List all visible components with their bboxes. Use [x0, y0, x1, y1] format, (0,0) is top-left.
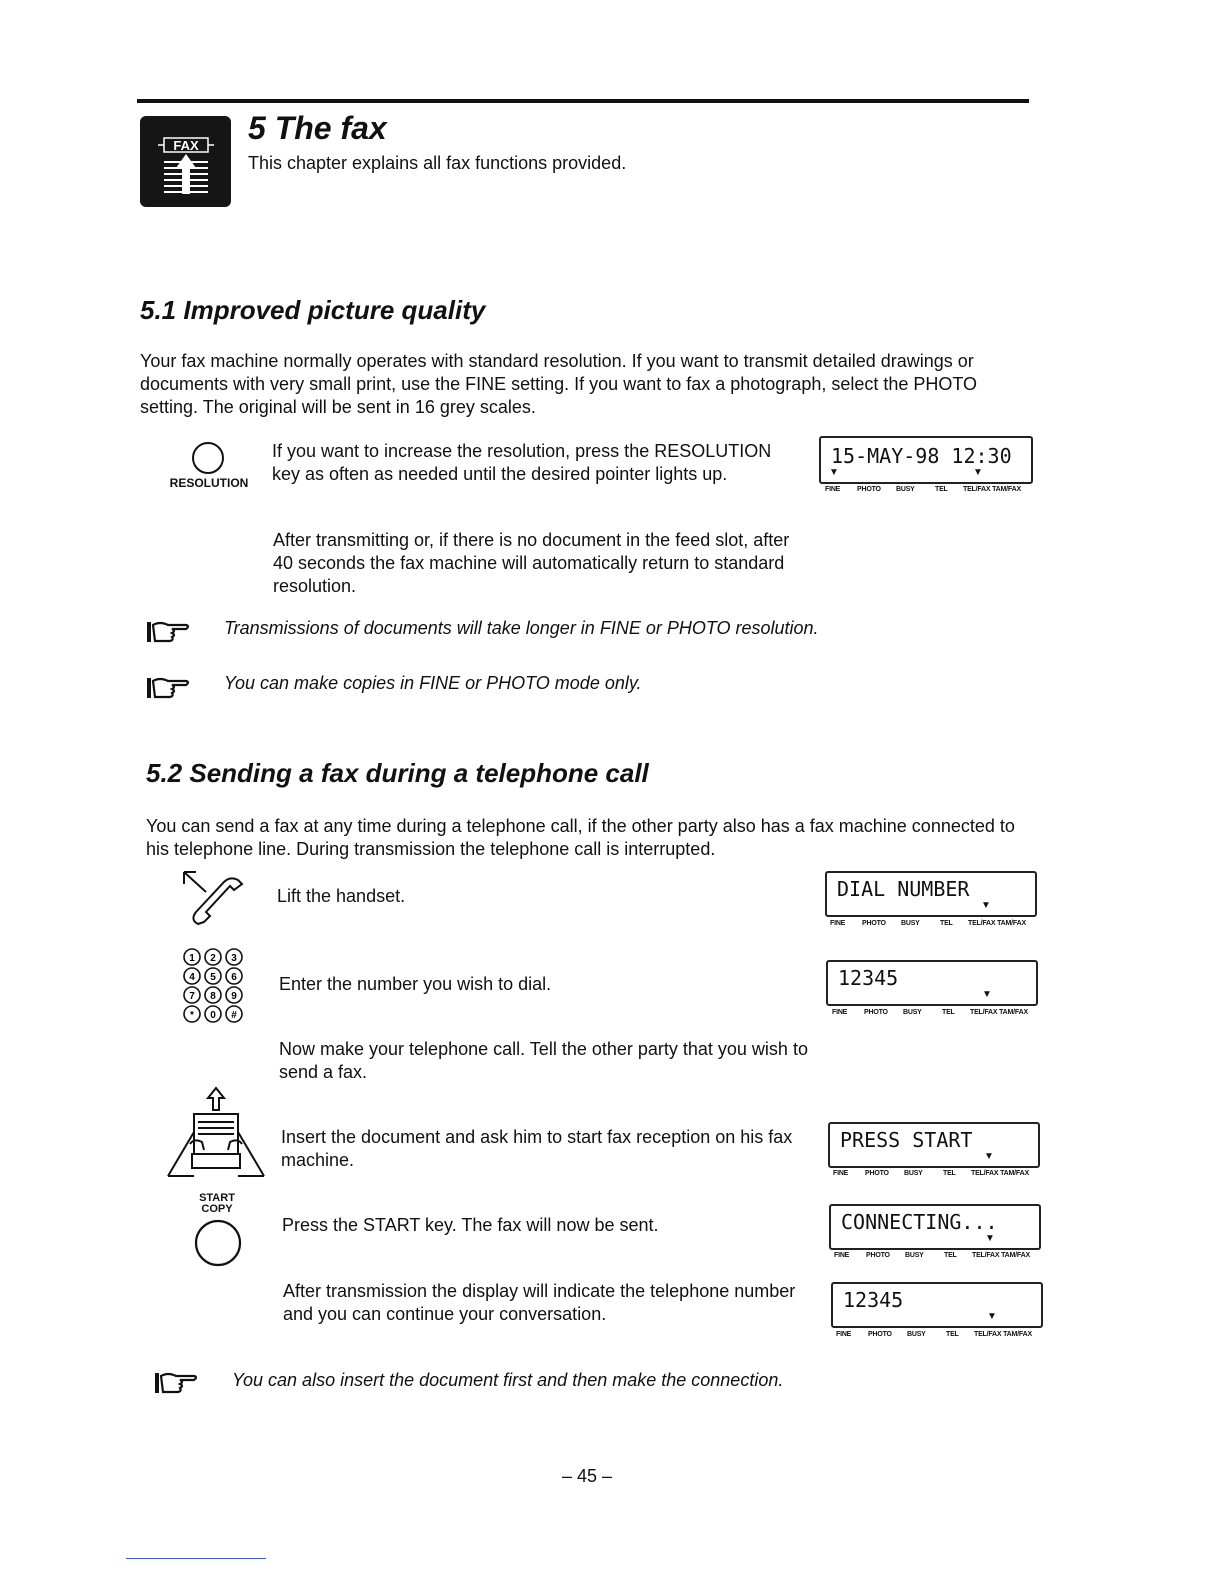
svg-text:6: 6 [231, 972, 237, 983]
svg-text:7: 7 [189, 991, 195, 1002]
lcd-label-tel: TEL [942, 1009, 955, 1016]
chapter-title: 5 The fax [248, 110, 387, 146]
lcd-label-fine: FINE [825, 486, 841, 493]
lcd-display-number-after [831, 1282, 1043, 1328]
lcd-label-telfax-tamfax: TEL/FAX TAM/FAX [974, 1331, 1032, 1338]
lcd-label-photo: PHOTO [866, 1252, 890, 1259]
fax-chapter-icon [140, 116, 231, 207]
lcd-label-fine: FINE [834, 1252, 850, 1259]
pointer-tel-icon: ▼ [981, 900, 991, 911]
section1-intro: Your fax machine normally operates with standard resolution. If you want to transmit detailed drawings or documents with very small print, use the FINE setting. If you want to fax a photograph, select the PHOTO setting. The original will be sent in 16 grey scales. [140, 351, 978, 417]
lcd-label-photo: PHOTO [865, 1170, 889, 1177]
lcd-display-text: 15-MAY-98 12:30 [831, 444, 1012, 468]
lcd-label-tel: TEL [940, 920, 953, 927]
lcd-label-tel: TEL [943, 1170, 956, 1177]
resolution-after-text: After transmitting or, if there is no document in the feed slot, after 40 seconds the fax machine will automatically return to standard resolution. [273, 530, 790, 596]
svg-text:5: 5 [210, 972, 216, 983]
lcd-display-text: CONNECTING... [841, 1210, 998, 1234]
keypad-key-8 [205, 987, 221, 1003]
keypad-key-6 [226, 968, 242, 984]
svg-text:#: # [231, 1010, 237, 1021]
resolution-step-text: If you want to increase the resolution, press the RESOLUTION key as often as needed until the desired pointer lights up. [272, 441, 772, 484]
start-key-icon [193, 1218, 243, 1273]
keypad-key-4 [184, 968, 200, 984]
step-lift-handset: Lift the handset. [277, 886, 406, 906]
header-rule [137, 99, 1029, 103]
svg-text:8: 8 [210, 991, 216, 1002]
chapter-intro: This chapter explains all fax functions provided. [248, 153, 627, 173]
start-key-label-start: START [199, 1192, 235, 1204]
svg-text:2: 2 [210, 953, 216, 964]
handset-icon [180, 868, 246, 935]
pointer-tel-icon: ▼ [987, 1311, 997, 1322]
lcd-label-busy: BUSY [907, 1331, 926, 1338]
keypad-key-3 [226, 949, 242, 965]
lcd-label-fine: FINE [830, 920, 846, 927]
lcd-label-tel: TEL [946, 1331, 959, 1338]
lcd-label-telfax-tamfax: TEL/FAX TAM/FAX [970, 1009, 1028, 1016]
step-insert-document: Insert the document and ask him to start fax reception on his fax machine. [281, 1127, 793, 1170]
lcd-label-fine: FINE [832, 1009, 848, 1016]
lcd-label-photo: PHOTO [857, 486, 881, 493]
note-copies-mode: You can make copies in FINE or PHOTO mode only. [224, 673, 642, 693]
pointing-hand-icon [154, 1370, 204, 1396]
lcd-label-busy: BUSY [901, 920, 920, 927]
keypad-key-2 [205, 949, 221, 965]
lcd-display-connecting [829, 1204, 1041, 1250]
lcd-label-fine: FINE [836, 1331, 852, 1338]
note-transmission-time: Transmissions of documents will take longer in FINE or PHOTO resolution. [224, 618, 819, 638]
pointing-hand-icon [146, 619, 196, 645]
pointer-fine-icon: ▼ [829, 467, 839, 478]
pointer-tel-icon: ▼ [985, 1233, 995, 1244]
svg-text:3: 3 [231, 953, 237, 964]
pointer-tel-icon: ▼ [973, 467, 983, 478]
keypad-key-9 [226, 987, 242, 1003]
step-after-transmission: After transmission the display will indicate the telephone number and you can continue your conversation. [283, 1281, 796, 1324]
svg-text:FAX: FAX [173, 138, 199, 153]
lcd-display-press-start [828, 1122, 1040, 1168]
insert-document-icon [164, 1086, 268, 1189]
pointing-hand-icon [146, 675, 196, 701]
keypad-icon [182, 947, 248, 1023]
keypad-key-hash [226, 1006, 242, 1022]
svg-text:4: 4 [189, 972, 195, 983]
page-number: – 45 – [562, 1466, 613, 1486]
svg-text:9: 9 [231, 991, 237, 1002]
lcd-display-text: DIAL NUMBER [837, 877, 970, 901]
lcd-label-telfax-tamfax: TEL/FAX TAM/FAX [971, 1170, 1029, 1177]
lcd-label-photo: PHOTO [864, 1009, 888, 1016]
step-press-start: Press the START key. The fax will now be sent. [282, 1215, 659, 1235]
lcd-display-text: 12345 [838, 966, 899, 990]
lcd-label-busy: BUSY [905, 1252, 924, 1259]
lcd-label-busy: BUSY [904, 1170, 923, 1177]
lcd-label-tel: TEL [944, 1252, 957, 1259]
lcd-display-text: 12345 [843, 1288, 904, 1312]
pointer-tel-icon: ▼ [984, 1151, 994, 1162]
footer-line [126, 1558, 266, 1559]
keypad-key-1 [184, 949, 200, 965]
lcd-display-dial-number [825, 871, 1037, 917]
lcd-label-photo: PHOTO [862, 920, 886, 927]
lcd-label-telfax-tamfax: TEL/FAX TAM/FAX [963, 486, 1021, 493]
keypad-key-7 [184, 987, 200, 1003]
lcd-display-number [826, 960, 1038, 1006]
lcd-label-tel: TEL [935, 486, 948, 493]
lcd-label-busy: BUSY [896, 486, 915, 493]
step-enter-number: Enter the number you wish to dial. [279, 974, 552, 994]
note-insert-first: You can also insert the document first and then make the connection. [232, 1370, 784, 1390]
pointer-tel-icon: ▼ [982, 989, 992, 1000]
lcd-label-telfax-tamfax: TEL/FAX TAM/FAX [972, 1252, 1030, 1259]
keypad-key-0 [205, 1006, 221, 1022]
resolution-key-icon [191, 441, 225, 480]
step-make-call: Now make your telephone call. Tell the other party that you wish to send a fax. [279, 1039, 808, 1082]
keypad-key-5 [205, 968, 221, 984]
lcd-label-telfax-tamfax: TEL/FAX TAM/FAX [968, 920, 1026, 927]
lcd-label-fine: FINE [833, 1170, 849, 1177]
lcd-label-photo: PHOTO [868, 1331, 892, 1338]
lcd-display-text: PRESS START [840, 1128, 973, 1152]
section-heading-send-during-call: 5.2 Sending a fax during a telephone call [146, 758, 649, 788]
resolution-key-label: RESOLUTION [169, 476, 249, 490]
lcd-display-date [819, 436, 1033, 484]
svg-text:1: 1 [189, 953, 195, 964]
section2-intro: You can send a fax at any time during a telephone call, if the other party also has a fax machine connected to his telephone line. During transmission the telephone call is interrupted. [146, 816, 1015, 859]
start-key-label-copy: COPY [201, 1203, 233, 1215]
section-heading-improved-quality: 5.1 Improved picture quality [140, 295, 486, 325]
lcd-label-busy: BUSY [903, 1009, 922, 1016]
svg-text:0: 0 [210, 1010, 216, 1021]
svg-text:*: * [190, 1010, 194, 1021]
keypad-key-star [184, 1006, 200, 1022]
